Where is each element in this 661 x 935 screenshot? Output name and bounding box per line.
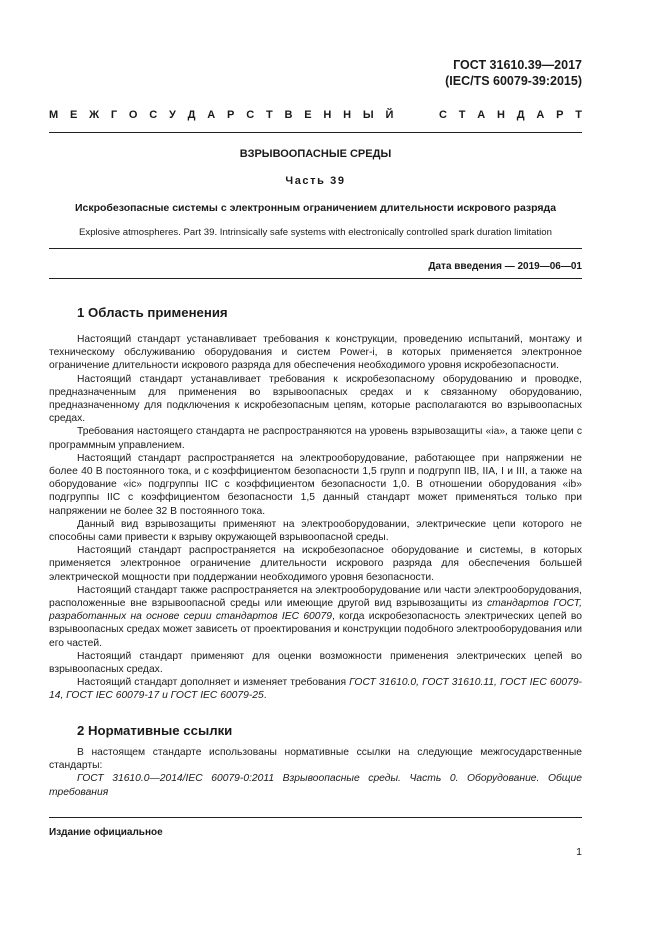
banner-letter: А — [207, 109, 216, 121]
paragraph — [49, 772, 582, 798]
banner-letter: А — [477, 109, 486, 121]
banner-letter: В — [284, 109, 293, 121]
header-divider — [49, 132, 582, 133]
document-subtitle: Искробезопасные системы с электронным ограничением длительности искрового разряда — [74, 202, 557, 214]
section-2-heading: 2 Нормативные ссылки — [77, 723, 233, 738]
banner-letter: Д — [516, 109, 525, 121]
paragraph: Настоящий стандарт распространяется на электрооборудование, работающее при напряжении не более 40 В постоянного тока, и с коэффициентом безопасности 1,5 групп и подгрупп IIB, IIA, I и III, а также на оборудование «ic» подгруппы IIC с коэффициентом безопасности 1,0. В отношении оборудования «ib» подгруппы IIC с коэффициентом безопасности 1,5 данный стандарт может применяться только при напряжении не более 32 В постоянного тока. — [49, 452, 582, 517]
official-edition-note: Издание официальное — [49, 827, 163, 838]
banner-letter: С — [246, 109, 255, 121]
banner-letter: С — [149, 109, 158, 121]
paragraph: Настоящий стандарт устанавливает требования к искробезопасному оборудованию и проводке, предназначенным для применения во взрывоопасных средах и к связанному оборудованию, предназначенному для подключения к искробезопасным цепям, которые располагаются во взрывоопасных средах. — [49, 373, 582, 425]
page-number: 1 — [576, 846, 582, 858]
standard-type-banner — [49, 109, 582, 121]
standard-number: ГОСТ 31610.39—2017 — [453, 58, 582, 72]
paragraph: Настоящий стандарт применяют для оценки возможности применения электрических цепей во взрывоопасных средах. — [49, 650, 582, 676]
banner-letter: Т — [265, 109, 273, 121]
intro-divider — [49, 278, 582, 279]
banner-letter: Г — [110, 109, 118, 121]
banner-letter: Д — [187, 109, 196, 121]
banner-letter: Р — [556, 109, 564, 121]
paragraph: Настоящий стандарт дополняет и изменяет требования ГОСТ 31610.0, ГОСТ 31610.11, ГОСТ IEC 60079-14, ГОСТ IEC 60079-17 и ГОСТ IEC 60079-25. — [49, 677, 582, 702]
banner-letter: Й — [385, 109, 394, 121]
banner-letter: О — [128, 109, 138, 121]
part-number: Часть 39 — [285, 175, 346, 187]
banner-word-gap — [405, 109, 427, 121]
banner-letter: Ж — [89, 109, 100, 121]
english-title: Explosive atmospheres. Part 39. Intrinsically safe systems with electronically controlled spark duration limitation — [79, 227, 552, 238]
banner-letter: У — [169, 109, 176, 121]
paragraph: Данный вид взрывозащиты применяют на электрооборудовании, электрические цепи которого не способны сами привести к взрыву окружающей взрывоопасной среды. — [49, 518, 582, 544]
banner-letter: Т — [575, 109, 582, 121]
standards-reference: стандартов ГОСТ, разработанных на основе серии стандартов IEC 60079 — [49, 598, 583, 623]
banner-letter: С — [438, 109, 447, 121]
section-2-body — [49, 746, 582, 799]
standard-iec-reference: (IEC/TS 60079-39:2015) — [445, 74, 582, 88]
banner-letter: Н — [496, 109, 505, 121]
standards-reference: ГОСТ 31610.0—2014/IEC 60079-0:2011 Взрывоопасные среды. Часть 0. Оборудование. Общие требования — [49, 773, 582, 798]
document-title: ВЗРЫВООПАСНЫЕ СРЕДЫ — [239, 148, 392, 160]
banner-letter: М — [49, 109, 59, 121]
paragraph: В настоящем стандарте использованы нормативные ссылки на следующие межгосударственные стандарты: — [49, 747, 582, 772]
section-1-body — [49, 333, 582, 703]
banner-letter: Н — [323, 109, 332, 121]
banner-letter: Е — [304, 109, 312, 121]
paragraph: Требования настоящего стандарта не распространяются на уровень взрывозащиты «ia», а также цепи с программным управлением. — [49, 426, 582, 451]
standard-identifier — [445, 57, 582, 89]
paragraph: Настоящий стандарт распространяется на искробезопасное оборудование и системы, в которых применяется электронное ограничение длительности искрового разряда для обеспечения большей электрической мощности при поддержании необходимого уровня безопасности. — [49, 545, 582, 583]
paragraph: Настоящий стандарт устанавливает требования к конструкции, проведению испытаний, монтажу и техническому обслуживанию оборудования и систем Power-i, в которых применяется электронное ограничение длительности искрового разряда для обеспечения необходимого уровня искробезопасности. — [49, 334, 582, 372]
standards-reference: ГОСТ 31610.0, ГОСТ 31610.11, ГОСТ IEC 60079-14, ГОСТ IEC 60079-17 и ГОСТ IEC 60079-25 — [49, 677, 582, 702]
banner-letter: А — [536, 109, 545, 121]
banner-letter: Р — [227, 109, 235, 121]
introduction-date: Дата введения — 2019—06—01 — [428, 261, 582, 272]
banner-letter: Ы — [362, 109, 374, 121]
banner-letter: Е — [69, 109, 78, 121]
banner-letter: Т — [458, 109, 466, 121]
banner-letter: Н — [343, 109, 352, 121]
paragraph: Настоящий стандарт также распространяется на электрооборудование или части электрооборудования, расположенные вне взрывоопасной среды или имеющие другой вид взрывозащиты из стандартов ГОСТ, разработанных на основе серии стандартов IEC 60079, когда искробезопасность электрических цепей во взрывоопасных средах может зависеть от проектирования и конструкции подобного электрооборудования или его частей. — [49, 584, 583, 649]
footer-divider — [49, 817, 582, 818]
title-divider — [49, 248, 582, 249]
section-1-heading: 1 Область применения — [77, 305, 228, 320]
